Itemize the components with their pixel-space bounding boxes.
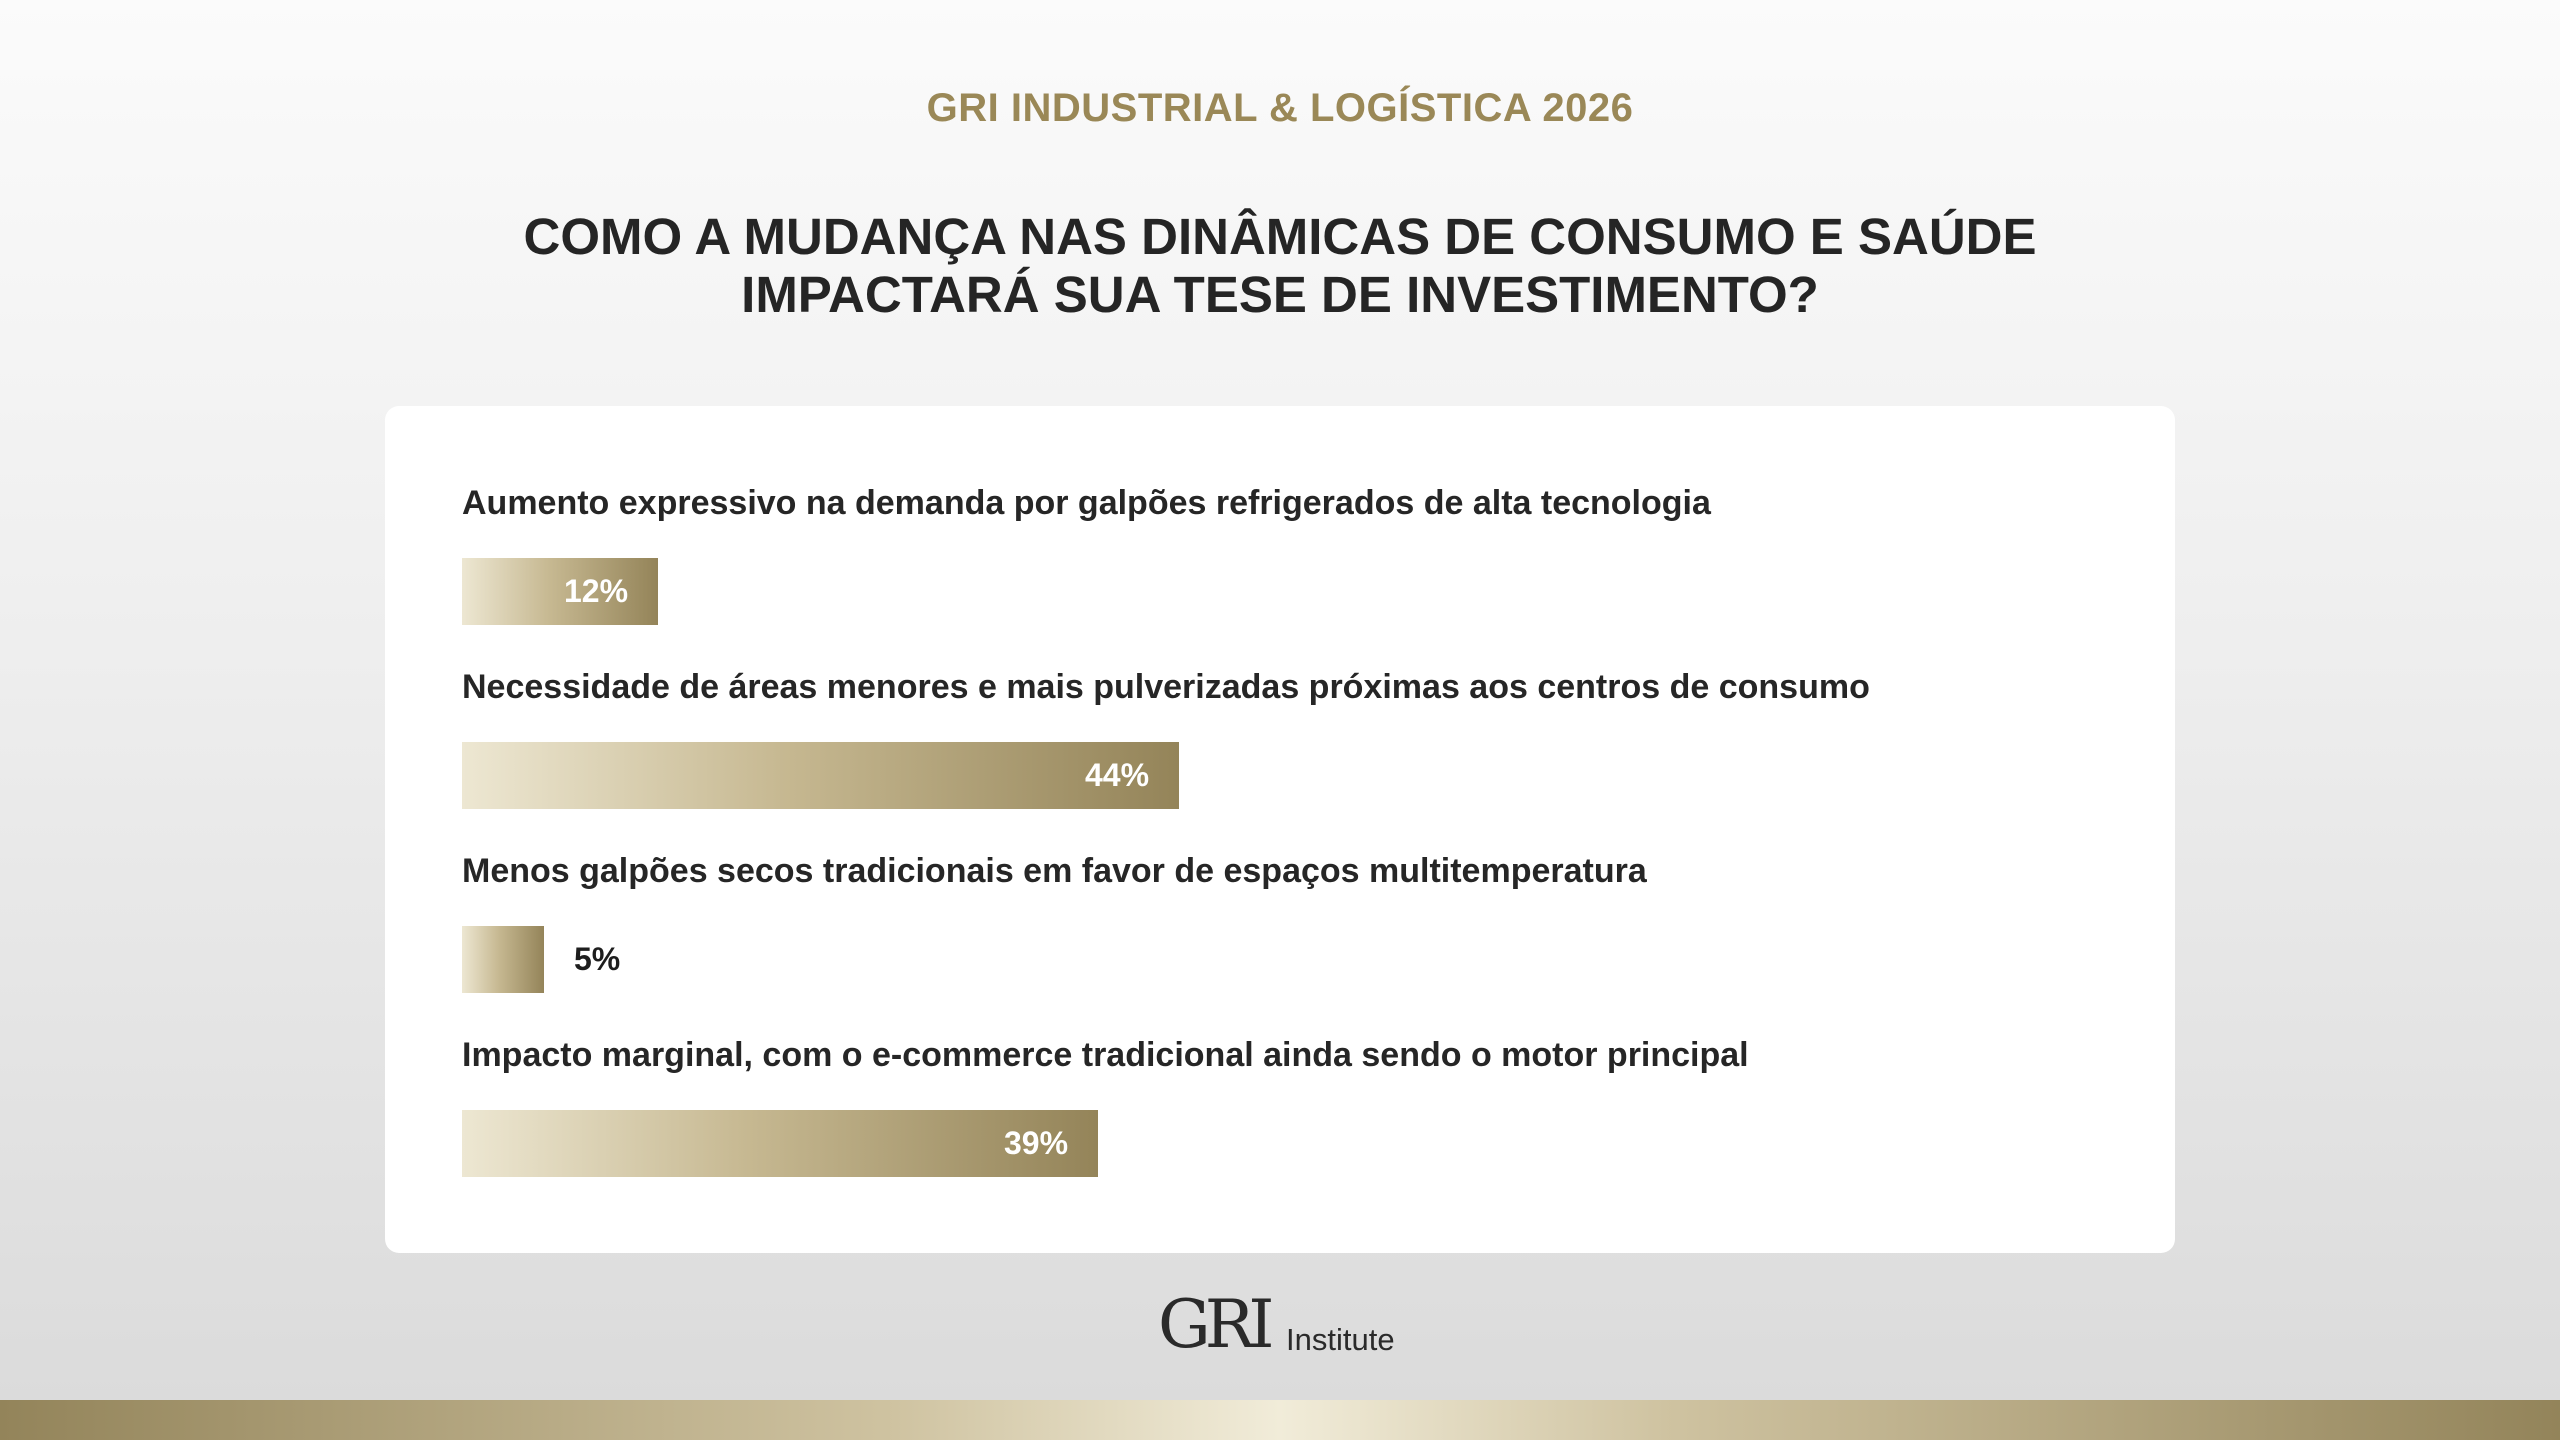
question-title bbox=[420, 208, 2140, 324]
bar-value-label: 5% bbox=[574, 941, 621, 977]
result-bar bbox=[462, 558, 658, 625]
result-bar bbox=[462, 1110, 1098, 1177]
question-title-line-2: IMPACTARÁ SUA TESE DE INVESTIMENTO? bbox=[741, 266, 1819, 323]
logo-mark: GRI bbox=[1158, 1286, 1269, 1363]
option-label: Menos galpões secos tradicionais em favor de espaços multitemperatura bbox=[462, 852, 1647, 890]
bar-value-label: 12% bbox=[564, 573, 629, 609]
option-label: Impacto marginal, com o e-commerce tradicional ainda sendo o motor principal bbox=[462, 1036, 1749, 1074]
logo-text: Institute bbox=[1286, 1322, 1395, 1357]
results-card bbox=[385, 406, 2175, 1253]
event-title: GRI INDUSTRIAL & LOGÍSTICA 2026 bbox=[926, 86, 1634, 130]
bar-value-label: 39% bbox=[1004, 1125, 1069, 1161]
result-bar bbox=[462, 742, 1179, 809]
bottom-gold-stripe bbox=[0, 1400, 2560, 1440]
question-title-line-1: COMO A MUDANÇA NAS DINÂMICAS DE CONSUMO E SAÚDE bbox=[523, 208, 2037, 265]
bar-value-label: 44% bbox=[1085, 757, 1150, 793]
result-bar bbox=[462, 926, 544, 993]
option-label: Aumento expressivo na demanda por galpões refrigerados de alta tecnologia bbox=[462, 484, 1711, 522]
gri-institute-logo bbox=[1158, 1286, 1408, 1363]
option-label: Necessidade de áreas menores e mais pulverizadas próximas aos centros de consumo bbox=[462, 668, 1870, 706]
